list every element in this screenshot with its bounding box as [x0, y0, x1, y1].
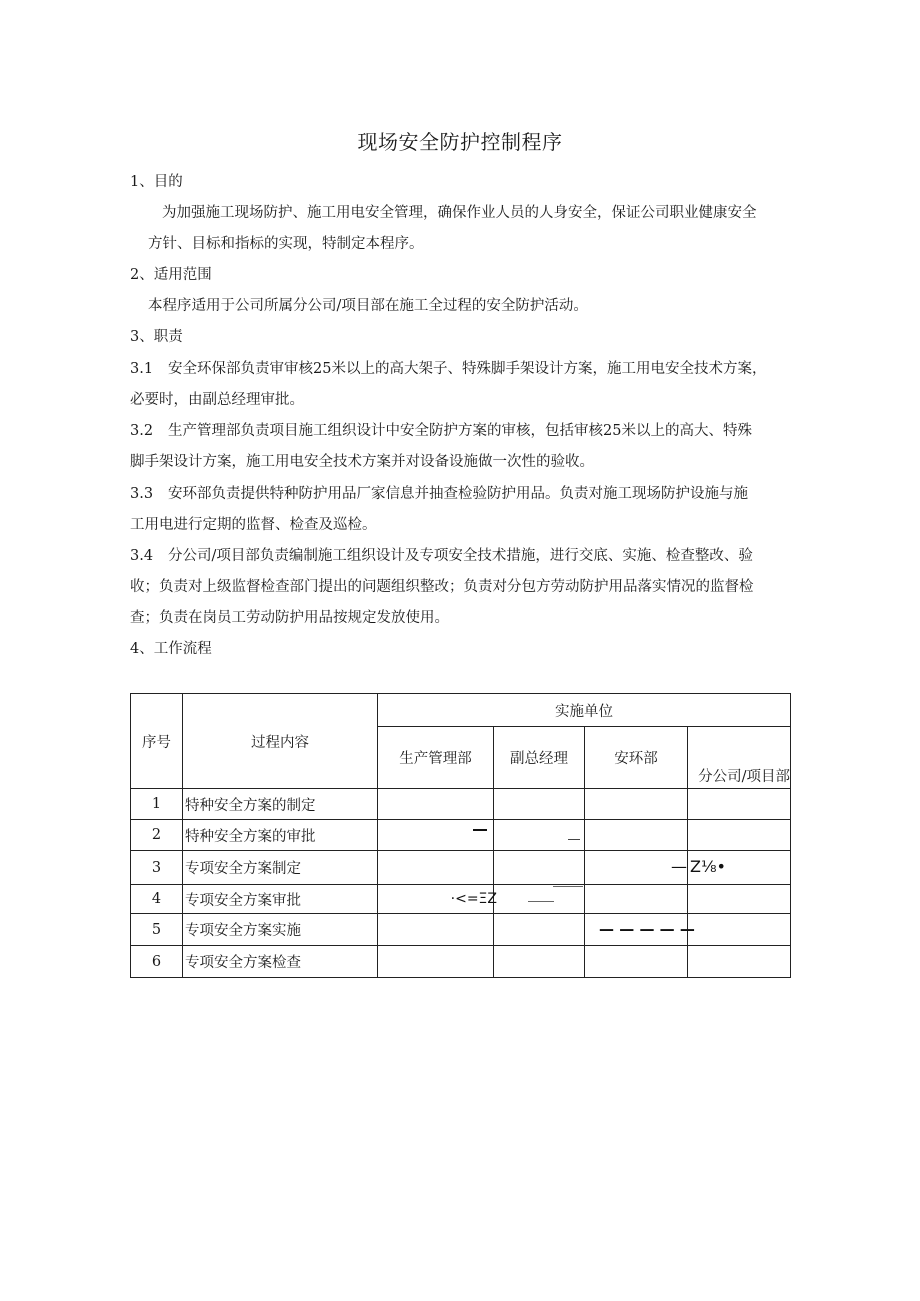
row-cell-vice-gm	[494, 914, 585, 946]
row-cell-vice-gm	[494, 820, 585, 851]
table-row	[131, 946, 791, 978]
row-cell-branch	[688, 789, 791, 820]
workflow-table	[130, 693, 791, 978]
row-cell-safety-env	[585, 789, 688, 820]
section-2-paragraph: 本程序适用于公司所属分公司/项目部在施工全过程的安全防护活动。	[148, 298, 588, 314]
clause-3-4-number: 3.4	[130, 548, 154, 564]
clause-3-1-number: 3.1	[130, 361, 154, 377]
flow-arrow-stroke	[473, 829, 487, 831]
row-process: 专项安全方案制定	[183, 851, 378, 885]
row-cell-branch	[688, 914, 791, 946]
row-cell-production	[378, 820, 494, 851]
section-2-heading: 2、适用范围	[130, 267, 212, 283]
row-cell-production	[378, 885, 497, 914]
table-header-row-1	[131, 694, 791, 727]
flow-mark: Z⅛•	[690, 857, 726, 876]
section-3-heading: 3、职责	[130, 329, 183, 345]
row-cell-vice-gm	[494, 851, 585, 885]
row-cell-branch	[688, 946, 791, 978]
row-process: 专项安全方案审批	[183, 885, 378, 914]
row-seq: 5	[131, 914, 183, 946]
table-row	[131, 820, 791, 851]
row-process: 专项安全方案实施	[183, 914, 378, 946]
clause-3-4-line-1	[130, 546, 753, 566]
clause-3-2-number: 3.2	[130, 423, 154, 439]
clause-3-1-line-1	[130, 359, 766, 379]
flow-arrow-stroke	[568, 839, 580, 840]
header-seq: 序号	[131, 694, 183, 789]
clause-3-2-line-1	[130, 421, 752, 441]
row-process: 专项安全方案检查	[183, 946, 378, 978]
row-cell-safety-env	[585, 885, 688, 914]
row-cell-branch	[688, 820, 791, 851]
flow-mark: ·<=ΞZ	[450, 891, 497, 907]
flow-arrow-stroke	[553, 886, 583, 887]
header-process: 过程内容	[183, 694, 378, 789]
row-seq: 4	[131, 885, 183, 914]
row-seq: 1	[131, 789, 183, 820]
header-unit-production: 生产管理部	[378, 727, 494, 789]
clause-3-3-text-1: 安环部负责提供特种防护用品厂家信息并抽查检验防护用品。负责对施工现场防护设施与施	[168, 486, 748, 502]
section-4-heading: 4、工作流程	[130, 641, 212, 657]
row-cell-branch	[688, 851, 791, 885]
table-row	[131, 789, 791, 820]
header-unit-safety-env: 安环部	[585, 727, 688, 789]
row-cell-production	[378, 946, 494, 978]
section-1-paragraph-line-2: 方针、目标和指标的实现，特制定本程序。	[148, 236, 424, 252]
row-cell-production	[378, 789, 494, 820]
table-row	[131, 914, 791, 946]
section-1-paragraph-line-1: 为加强施工现场防护、施工用电安全管理，确保作业人员的人身安全，保证公司职业健康安全	[162, 205, 757, 221]
row-cell-safety-env	[585, 914, 695, 946]
section-1-heading: 1、目的	[130, 174, 183, 190]
table-row	[131, 851, 791, 885]
row-cell-vice-gm	[494, 885, 585, 914]
row-cell-safety-env	[585, 851, 688, 885]
header-units-group: 实施单位	[378, 694, 791, 727]
header-unit-branch: 分公司/项目部	[688, 727, 791, 789]
row-cell-safety-env	[585, 820, 688, 851]
clause-3-2-text-1: 生产管理部负责项目施工组织设计中安全防护方案的审核，包括审核25米以上的高大、特殊	[168, 423, 752, 439]
row-cell-production	[378, 914, 494, 946]
row-process: 特种安全方案的制定	[183, 789, 378, 820]
flow-mark: — — — — —	[599, 920, 695, 938]
clause-3-3-number: 3.3	[130, 486, 154, 502]
clause-3-4-line-2: 收；负责对上级监督检查部门提出的问题组织整改；负责对分包方劳动防护用品落实情况的监督检	[130, 579, 754, 595]
page-title: 现场安全防护控制程序	[357, 130, 563, 154]
row-cell-vice-gm	[494, 946, 585, 978]
flow-arrow-stroke	[528, 901, 554, 902]
header-unit-vice-gm: 副总经理	[494, 727, 585, 789]
clause-3-3-line-2: 工用电进行定期的监督、检查及巡检。	[130, 517, 377, 533]
row-seq: 3	[131, 851, 183, 885]
flow-mark: —	[671, 857, 687, 876]
row-cell-safety-env	[585, 946, 688, 978]
table-row	[131, 885, 791, 914]
clause-3-1-line-2: 必要时，由副总经理审批。	[130, 392, 304, 408]
row-process: 特种安全方案的审批	[183, 820, 378, 851]
row-cell-branch	[688, 885, 791, 914]
clause-3-3-line-1	[130, 484, 748, 504]
row-seq: 6	[131, 946, 183, 978]
clause-3-2-line-2: 脚手架设计方案，施工用电安全技术方案并对设备设施做一次性的验收。	[130, 454, 594, 470]
clause-3-4-line-3: 查；负责在岗员工劳动防护用品按规定发放使用。	[130, 610, 449, 626]
clause-3-4-text-1: 分公司/项目部负责编制施工组织设计及专项安全技术措施，进行交底、实施、检查整改、验	[168, 548, 753, 564]
clause-3-1-text-1: 安全环保部负责审审核25米以上的高大架子、特殊脚手架设计方案，施工用电安全技术方案，	[168, 361, 767, 377]
row-seq: 2	[131, 820, 183, 851]
row-cell-vice-gm	[494, 789, 585, 820]
row-cell-production	[378, 851, 494, 885]
